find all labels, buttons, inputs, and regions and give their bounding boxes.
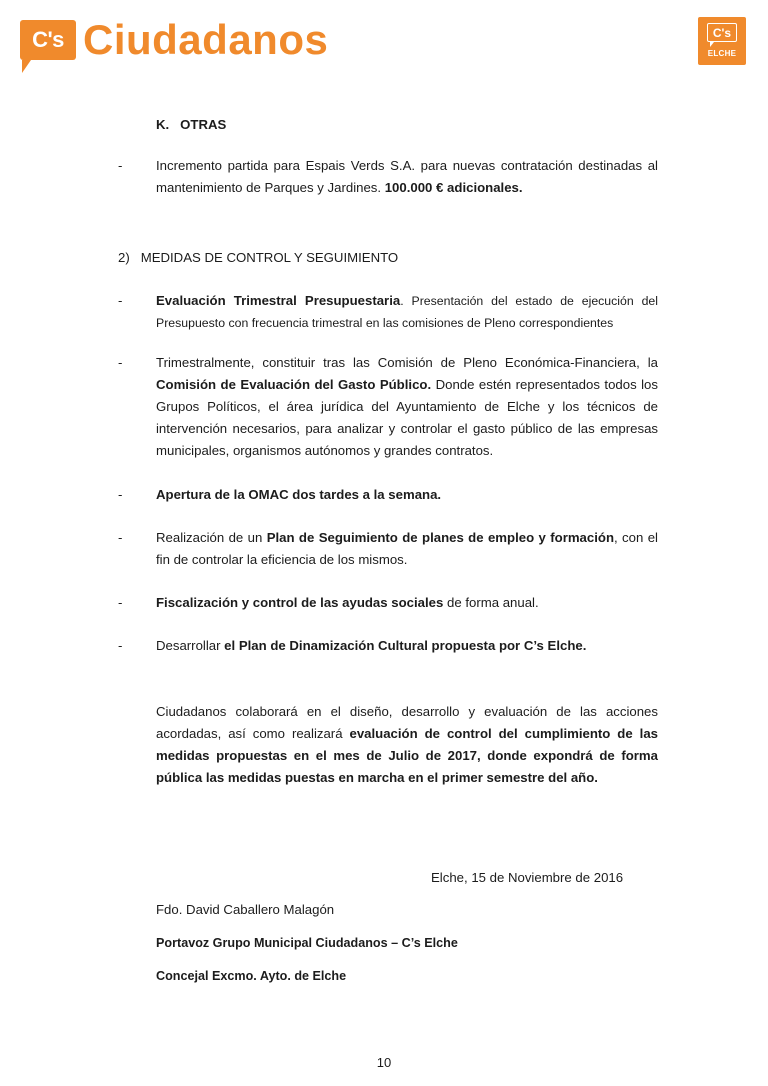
bullet-dash: - — [118, 293, 123, 308]
bullet-dash: - — [118, 487, 123, 502]
list-item: Apertura de la OMAC dos tardes a la semana. — [156, 487, 442, 502]
bullet-dash: - — [118, 158, 123, 173]
list-item: Desarrollar el Plan de Dinamización Cultural propuesta por C’s Elche. — [156, 638, 587, 653]
signature-date: Elche, 15 de Noviembre de 2016 — [431, 870, 624, 885]
bullet-dash: - — [118, 595, 123, 610]
page-number: 10 — [376, 1055, 392, 1070]
list-item: Incremento partida para Espais Verds S.A. para nuevas contratación destinadas al mantenimiento de Parques y Jardines. 100.000 € adicionales. — [156, 158, 658, 195]
bullet-dash: - — [118, 638, 123, 653]
ciudadanos-logo — [20, 16, 329, 70]
signer-role-1: Portavoz Grupo Municipal Ciudadanos – C’s Elche — [156, 936, 458, 950]
list-item: Realización de un Plan de Seguimiento de planes de empleo y formación, con el fin de controlar la eficiencia de los mismos. — [156, 530, 658, 567]
bullet-dash: - — [118, 530, 123, 545]
list-item: Trimestralmente, constituir tras las Comisión de Pleno Económica-Financiera, la Comisión de Evaluación del Gasto Público. Donde estén representados todos los Grupos Políticos, el área jurídica del Ayuntamiento de Elche y los técnicos de intervención necesarios, para analizar y controlar el gasto público de las empresas municipales, organismos autónomos y grandes contratos. — [156, 355, 658, 458]
badge-label: ELCHE — [707, 49, 737, 58]
speech-bubble-logo-icon: C's — [20, 20, 76, 60]
signer-role-2: Concejal Excmo. Ayto. de Elche — [156, 969, 347, 983]
signed-by: Fdo. David Caballero Malagón — [156, 902, 335, 917]
section-2-heading: 2) MEDIDAS DE CONTROL Y SEGUIMIENTO — [118, 250, 399, 265]
speech-bubble-badge-icon: C's — [707, 23, 737, 42]
bullet-dash: - — [118, 355, 123, 370]
elche-badge-logo — [698, 17, 746, 65]
section-k-heading: K. OTRAS — [156, 117, 227, 132]
brand-name: Ciudadanos — [83, 16, 329, 63]
list-item: Fiscalización y control de las ayudas sociales de forma anual. — [156, 595, 539, 610]
closing-paragraph: Ciudadanos colaborará en el diseño, desarrollo y evaluación de las acciones acordadas, así como realizará evaluación de control del cumplimiento de las medidas propuestas en el mes de Julio de 2017, donde expondrá de forma pública las medidas puestas en marcha en el primer semestre del año. — [156, 704, 658, 785]
list-item: Evaluación Trimestral Presupuestaria. Presentación del estado de ejecución del Presupuesto con frecuencia trimestral en las comisiones de Pleno correspondientes — [156, 293, 658, 330]
